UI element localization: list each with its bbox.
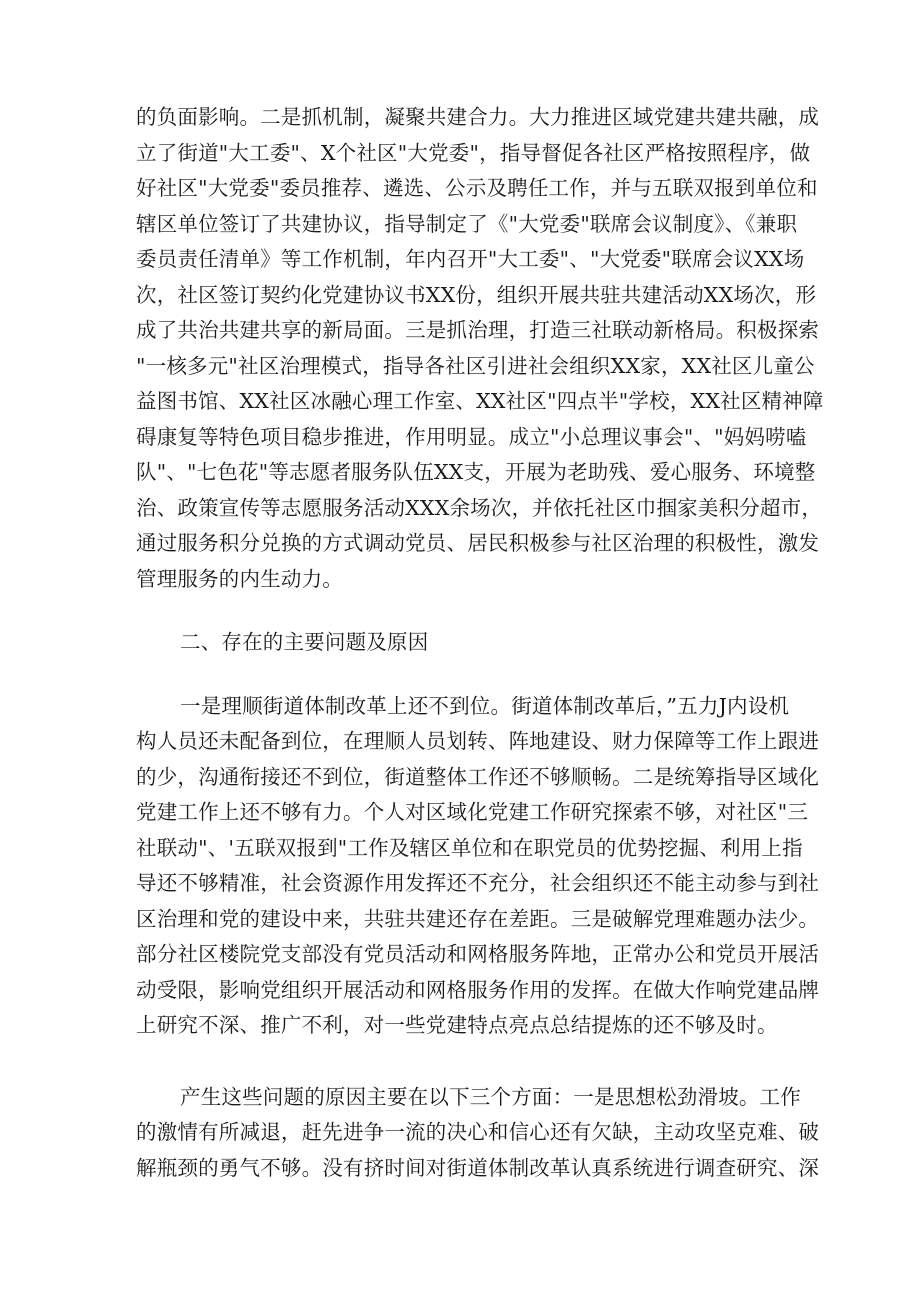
- text-line: 动受限，影响党组织开展活动和网格服务作用的发挥。在做大作响党建品牌: [136, 977, 820, 1002]
- text-line: 产生这些问题的原因主要在以下三个方面：一是思想松劲滑坡。工作: [180, 1084, 801, 1109]
- text-line: 的激情有所减退，赶先进争一流的决心和信心还有欠缺，主动攻坚克难、破: [136, 1120, 820, 1144]
- text-line: 队"、"七色花"等志愿者服务队伍XX支，开展为老助残、爱心服务、环境整: [136, 460, 816, 484]
- text-line: 部分社区楼院党支部没有党员活动和网格服务阵地，正常办公和党员开展活: [136, 942, 820, 966]
- text-line: 党建工作上还不够有力。个人对区域化党建工作研究探索不够，对社区"三: [136, 800, 809, 824]
- text-line: 的负面影响。二是抓机制，凝聚共建合力。大力推进区域党建共建共融，成: [136, 105, 820, 129]
- text-line: 立了街道"大工委"、X个社区"大党委"，指导督促各社区严格按照程序，做: [136, 140, 811, 165]
- text-line: 次，社区签订契约化党建协议书XX份，组织开展共驻共建活动XX场次，形: [136, 282, 817, 307]
- text-line: 区治理和党的建设中来，共驻共建还存在差距。三是破解党理难题办法少。: [136, 906, 820, 931]
- section-heading: 二、存在的主要问题及原因: [180, 630, 429, 654]
- text-line: 治、政策宣传等志愿服务活动XXX余场次，并依托社区巾掴家美积分超市，: [136, 495, 823, 520]
- text-line: 导还不够精准，社会资源作用发挥还不充分，社会组织还不能主动参与到社: [136, 871, 820, 895]
- text-line: 成了共治共建共享的新局面。三是抓治理，打造三社联动新格局。积极探索: [136, 318, 820, 342]
- text-line: 一是理顺街道体制改革上还不到位。街道体制改革后，”五力J内设机: [180, 693, 790, 718]
- text-line: 构人员还未配备到位，在理顺人员划转、阵地建设、财力保障等工作上跟进: [136, 729, 820, 753]
- text-line: 上研究不深、推广不利，对一些党建特点亮点总结提炼的还不够及时。: [136, 1013, 778, 1037]
- paragraph-achievements: [136, 100, 824, 597]
- text-line: 辖区单位签订了共建协议，指导制定了《"大党委"联席会议制度》、《兼职: [136, 211, 798, 236]
- text-line: "一核多元"社区治理模式，指导各社区引进社会组织XX家，XX社区儿童公: [136, 353, 815, 378]
- text-line: 好社区"大党委"委员推荐、遴选、公示及聘任工作，并与五联双报到单位和: [136, 176, 818, 200]
- document-page: [136, 100, 824, 1186]
- text-line: 碍康复等特色项目稳步推进，作用明显。成立"小总理议事会"、"妈妈唠嗑: [136, 424, 807, 449]
- paragraph-problems: [136, 689, 820, 1044]
- text-line: 委员责任清单》等工作机制，年内召开"大工委"、"大党委"联席会议XX场: [136, 247, 805, 271]
- text-line: 社联动"、'五联双报到"工作及辖区单位和在职党员的优势挖掘、利用上指: [136, 835, 803, 860]
- text-line: 的少，沟通衔接还不到位，街道整体工作还不够顺畅。二是统筹指导区域化: [136, 764, 820, 789]
- text-line: 管理服务的内生动力。: [136, 566, 343, 591]
- text-line: 解瓶颈的勇气不够。没有挤时间对街道体制改革认真系统进行调查研究、深: [136, 1155, 820, 1180]
- text-line: 益图书馆、XX社区冰融心理工作室、XX社区"四点半"学校，XX社区精神障: [136, 389, 824, 413]
- paragraph-causes: [136, 1080, 820, 1187]
- text-line: 通过服务积分兑换的方式调动党员、居民积极参与社区治理的积极性，激发: [136, 531, 820, 555]
